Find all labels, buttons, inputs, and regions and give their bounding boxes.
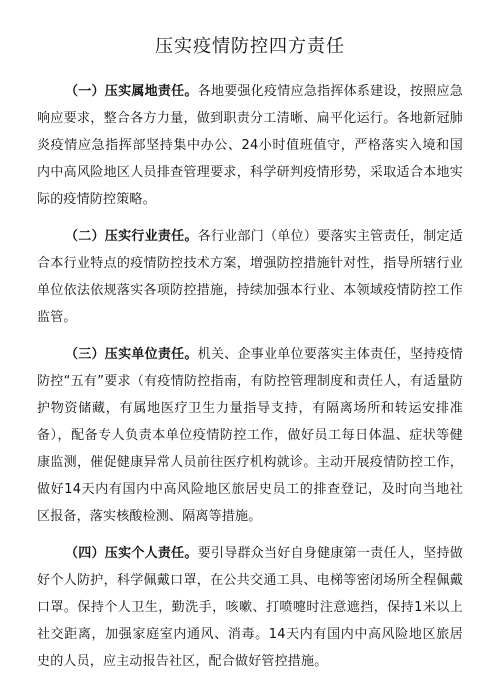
section-territorial	[37, 78, 463, 213]
section-industry	[37, 223, 463, 331]
section-body: 各行业部门（单位）要落实主管责任，制定适合本行业特点的疫情防控技术方案，增强防控措施针对性，指导所辖行业单位依法依规落实各项防控措施，持续加强本行业、本领域疫情防控工作监管。	[37, 229, 463, 325]
section-lead: （一）压实属地责任。	[65, 84, 198, 99]
section-unit	[37, 341, 463, 530]
section-lead: （二）压实行业责任。	[65, 229, 198, 244]
section-lead: （四）压实个人责任。	[65, 546, 198, 561]
section-body: 机关、企事业单位要落实主体责任，坚持疫情防控“五有”要求（有疫情防控指南，有防控管理制度和责任人，有适量防护物资储藏，有属地医疗卫生力量指导支持，有隔离场所和转运安排准备），配备专人负责本单位疫情防控工作，做好员工每日体温、症状等健康监测，催促健康异常人员前往医疗机构就诊。主动开展疫情防控工作，做好14天内有国内中高风险地区旅居史员工的排查登记，及时向当地社区报备，落实核酸检测、隔离等措施。	[37, 347, 463, 524]
section-individual	[37, 540, 463, 675]
section-body: 各地要强化疫情应急指挥体系建设，按照应急响应要求，整合各方力量，做到职责分工清晰、扁平化运行。各地新冠肺炎疫情应急指挥部坚持集中办公、24小时值班值守，严格落实入境和国内中高风险地区人员排查管理要求，科学研判疫情形势，采取适合本地实际的疫情防控策略。	[37, 84, 463, 207]
section-lead: （三）压实单位责任。	[65, 347, 198, 362]
section-body: 要引导群众当好自身健康第一责任人，坚持做好个人防护，科学佩戴口罩，在公共交通工具、电梯等密闭场所全程佩戴口罩。保持个人卫生，勤洗手，咳嗽、打喷嚏时注意遮挡，保持1米以上社交距离，加强家庭室内通风、消毒。14天内有国内中高风险地区旅居史的人员，应主动报告社区，配合做好管控措施。	[37, 546, 463, 669]
document-title: 压实疫情防控四方责任	[155, 36, 345, 57]
